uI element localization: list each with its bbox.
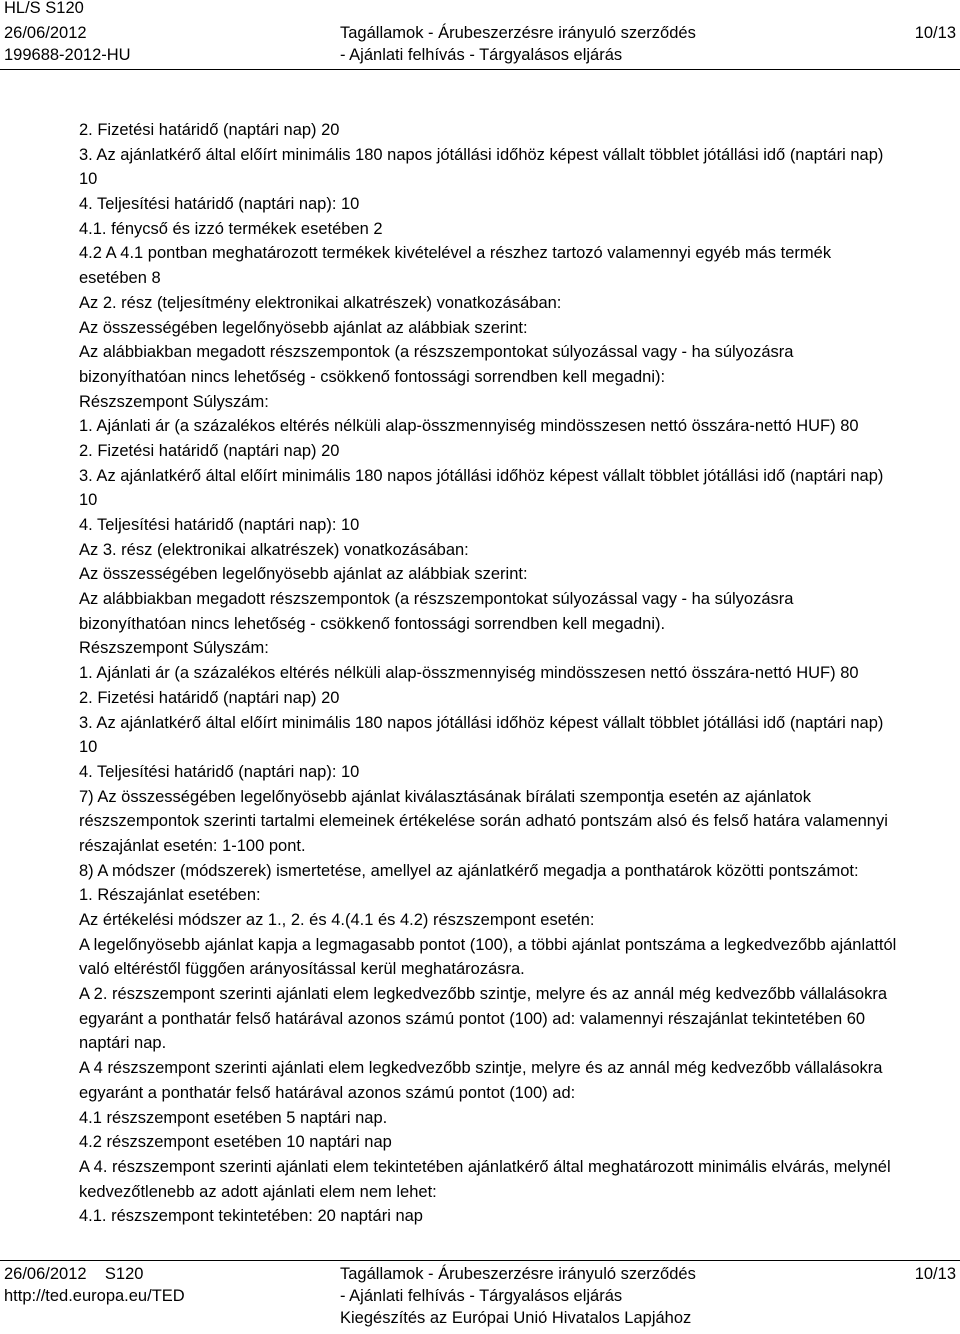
text-line: A legelőnyösebb ajánlat kapja a legmagasabb pontot (100), a többi ajánlat pontszáma a legkedvezőbb ajánlattól <box>79 935 897 954</box>
text-line: 8) A módszer (módszerek) ismertetése, amellyel az ajánlatkérő megadja a ponthatárok közötti pontszámot: <box>79 861 859 880</box>
text-line: 3. Az ajánlatkérő által előírt minimális 180 napos jótállási időhöz képest vállalt többlet jótállási idő (naptári nap) <box>79 145 884 164</box>
text-line: 4.1. részszempont tekintetében: 20 naptári nap <box>79 1207 423 1226</box>
text-line: 4. Teljesítési határidő (naptári nap): 10 <box>79 762 360 781</box>
text-line: naptári nap. <box>79 1034 167 1053</box>
footer-url-link[interactable]: http://ted.europa.eu/TED <box>4 1287 185 1305</box>
footer-title-line2: - Ajánlati felhívás - Tárgyalásos eljárás <box>340 1287 623 1305</box>
footer-title-line1: Tagállamok - Árubeszerzésre irányuló szerződés <box>340 1265 696 1283</box>
text-line: 10 <box>79 170 98 189</box>
footer-page-number: 10/13 <box>914 1265 956 1283</box>
document-body <box>79 118 949 1229</box>
text-line: esetében 8 <box>79 269 161 288</box>
text-line: A 2. részszempont szerinti ajánlati elem legkedvezőbb szintje, melyre és az annál még kedvezőbb vállalásokra <box>79 985 888 1004</box>
footer-date-issue: 26/06/2012 S120 <box>4 1265 144 1283</box>
text-line: kedvezőtlenebb az adott ajánlati elem nem lehet: <box>79 1182 437 1201</box>
text-line: 10 <box>79 738 98 757</box>
text-line: 1. Ajánlati ár (a százalékos eltérés nélküli alap-összmennyiség mindösszesen nettó összára-nettó HUF) 80 <box>79 664 859 683</box>
text-line: Az összességében legelőnyösebb ajánlat az alábbiak szerint: <box>79 318 528 337</box>
page-header <box>0 0 960 70</box>
header-date: 26/06/2012 <box>4 24 87 42</box>
footer-divider <box>0 1260 960 1261</box>
text-line: Az összességében legelőnyösebb ajánlat az alábbiak szerint: <box>79 565 528 584</box>
text-line: 1. Részajánlat esetében: <box>79 886 261 905</box>
text-line: 3. Az ajánlatkérő által előírt minimális 180 napos jótállási időhöz képest vállalt többlet jótállási idő (naptári nap) <box>79 466 884 485</box>
text-line: A 4 részszempont szerinti ajánlati elem legkedvezőbb szintje, melyre és az annál még kedvezőbb vállalásokra <box>79 1059 883 1078</box>
text-line: részajánlat esetén: 1-100 pont. <box>79 836 306 855</box>
text-line: 10 <box>79 491 98 510</box>
text-line: A 4. részszempont szerinti ajánlati elem tekintetében ajánlatkérő által meghatározott minimális elvárás, melynél <box>79 1157 891 1176</box>
text-line: 4.1. fénycső és izzó termékek esetében 2 <box>79 219 383 238</box>
text-line: egyaránt a ponthatár felső határával azonos számú pontot (100) ad: valamennyi részajánlat tekintetében 60 <box>79 1009 866 1028</box>
text-line: Az értékelési módszer az 1., 2. és 4.(4.1 és 4.2) részszempont esetén: <box>79 911 595 929</box>
header-divider <box>0 69 960 70</box>
text-line: 4. Teljesítési határidő (naptári nap): 10 <box>79 195 360 214</box>
footer-title-line3: Kiegészítés az Európai Unió Hivatalos Lapjához <box>340 1309 692 1327</box>
text-line: 4.2 A 4.1 pontban meghatározott termékek kivételével a részhez tartozó valamennyi egyéb más termék <box>79 244 832 263</box>
text-line: bizonyíthatóan nincs lehetőség - csökkenő fontossági sorrendben kell megadni). <box>79 614 666 633</box>
header-page-number: 10/13 <box>914 24 956 42</box>
text-line: bizonyíthatóan nincs lehetőség - csökkenő fontossági sorrendben kell megadni): <box>79 367 666 386</box>
text-line: Az alábbiakban megadott részszempontok (a részszempontokat súlyozással vagy - ha súlyozásra <box>79 590 794 609</box>
text-line: 7) Az összességében legelőnyösebb ajánlat kiválasztásának bírálati szempontja esetén az ajánlatok <box>79 787 811 806</box>
doc-code: HL/S S120 <box>4 0 84 17</box>
text-line: 2. Fizetési határidő (naptári nap) 20 <box>79 688 340 707</box>
text-line: Az 2. rész (teljesítmény elektronikai alkatrészek) vonatkozásában: <box>79 293 562 312</box>
text-line: 3. Az ajánlatkérő által előírt minimális 180 napos jótállási időhöz képest vállalt többlet jótállási idő (naptári nap) <box>79 713 884 732</box>
header-ref-number: 199688-2012-HU <box>4 46 131 64</box>
text-line: egyaránt a ponthatár felső határával azonos számú pontot (100) ad: <box>79 1083 576 1102</box>
text-line: való eltéréstől függően arányosítással kerül meghatározásra. <box>79 960 525 979</box>
text-line: Részszempont Súlyszám: <box>79 392 269 411</box>
header-title-line1: Tagállamok - Árubeszerzésre irányuló szerződés <box>340 24 696 42</box>
text-line: 4.2 részszempont esetében 10 naptári nap <box>79 1133 392 1152</box>
text-line: Részszempont Súlyszám: <box>79 639 269 658</box>
text-line: 2. Fizetési határidő (naptári nap) 20 <box>79 121 340 139</box>
text-line: 2. Fizetési határidő (naptári nap) 20 <box>79 441 340 460</box>
text-line: 4.1 részszempont esetében 5 naptári nap. <box>79 1108 388 1127</box>
text-line: részszempontok szerinti tartalmi elemeinek értékelése során adható pontszám alsó és felső határa valamennyi <box>79 812 888 831</box>
text-line: 4. Teljesítési határidő (naptári nap): 10 <box>79 516 360 534</box>
page-footer <box>0 1263 960 1333</box>
text-line: Az 3. rész (elektronikai alkatrészek) vonatkozásában: <box>79 540 469 559</box>
text-line: 1. Ajánlati ár (a százalékos eltérés nélküli alap-összmennyiség mindösszesen nettó összára-nettó HUF) 80 <box>79 417 859 436</box>
header-title-line2: - Ajánlati felhívás - Tárgyalásos eljárás <box>340 46 623 64</box>
text-line: Az alábbiakban megadott részszempontok (a részszempontokat súlyozással vagy - ha súlyozásra <box>79 343 794 362</box>
